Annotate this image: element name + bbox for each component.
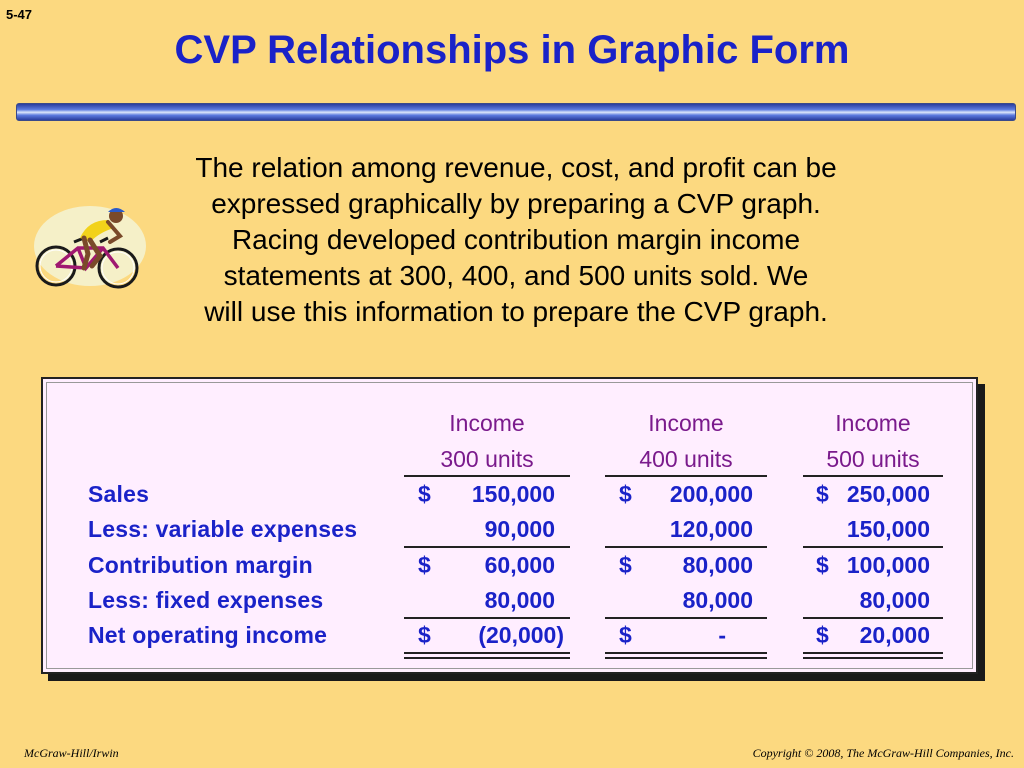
cell-value: 80,000	[682, 552, 753, 578]
subtotal-underline	[803, 617, 943, 619]
column-subheader: 400 units	[639, 446, 733, 472]
column-header: Income	[449, 410, 525, 436]
dollar-sign: $	[816, 552, 829, 578]
slide-number: 5-47	[6, 7, 33, 22]
cell-value: 80,000	[484, 587, 555, 613]
dollar-sign: $	[418, 552, 431, 578]
title-divider	[16, 103, 1016, 121]
intro-paragraph	[112, 150, 920, 330]
dollar-sign: $	[418, 481, 431, 507]
total-double-underline	[404, 657, 570, 659]
subtotal-underline	[605, 617, 767, 619]
total-double-underline	[404, 652, 570, 654]
intro-line: The relation among revenue, cost, and profit can be	[195, 152, 837, 183]
cell-value: 60,000	[484, 552, 555, 578]
intro-line: expressed graphically by preparing a CVP graph.	[211, 188, 821, 219]
cell-value: 90,000	[484, 516, 555, 542]
column-subheader: 300 units	[440, 446, 534, 472]
header-underline	[605, 475, 767, 477]
total-double-underline	[605, 652, 767, 654]
cell-value: 250,000	[846, 481, 930, 507]
cell-value: -	[718, 622, 726, 648]
column-subheader: 500 units	[826, 446, 920, 472]
cell-value: 200,000	[669, 481, 753, 507]
cell-value: 150,000	[846, 516, 930, 542]
footer-publisher: McGraw-Hill/Irwin	[24, 746, 119, 760]
cell-value: 80,000	[859, 587, 930, 613]
cell-value: 100,000	[846, 552, 930, 578]
subtotal-underline	[404, 546, 570, 548]
header-underline	[803, 475, 943, 477]
cell-value: 150,000	[471, 481, 555, 507]
cell-value: (20,000)	[478, 622, 564, 648]
dollar-sign: $	[418, 622, 431, 648]
dollar-sign: $	[816, 622, 829, 648]
footer-copyright: Copyright © 2008, The McGraw-Hill Companies, Inc.	[752, 746, 1014, 760]
column-header: Income	[835, 410, 911, 436]
column-header: Income	[648, 410, 724, 436]
dollar-sign: $	[619, 622, 632, 648]
intro-line: will use this information to prepare the CVP graph.	[204, 296, 828, 327]
header-underline	[404, 475, 570, 477]
row-label: Less: fixed expenses	[88, 587, 324, 613]
subtotal-underline	[803, 546, 943, 548]
row-label: Net operating income	[88, 622, 328, 648]
cell-value: 20,000	[859, 622, 930, 648]
dollar-sign: $	[816, 481, 829, 507]
row-label: Less: variable expenses	[88, 516, 358, 542]
dollar-sign: $	[619, 552, 632, 578]
subtotal-underline	[605, 546, 767, 548]
subtotal-underline	[404, 617, 570, 619]
total-double-underline	[605, 657, 767, 659]
intro-line: statements at 300, 400, and 500 units sold. We	[223, 260, 809, 291]
intro-line: Racing developed contribution margin income	[231, 224, 801, 255]
cell-value: 80,000	[682, 587, 753, 613]
slide-title: CVP Relationships in Graphic Form	[174, 28, 850, 72]
total-double-underline	[803, 652, 943, 654]
total-double-underline	[803, 657, 943, 659]
row-label: Sales	[88, 481, 150, 507]
cell-value: 120,000	[669, 516, 753, 542]
income-statement-table	[41, 377, 978, 674]
row-label: Contribution margin	[88, 552, 313, 578]
dollar-sign: $	[619, 481, 632, 507]
